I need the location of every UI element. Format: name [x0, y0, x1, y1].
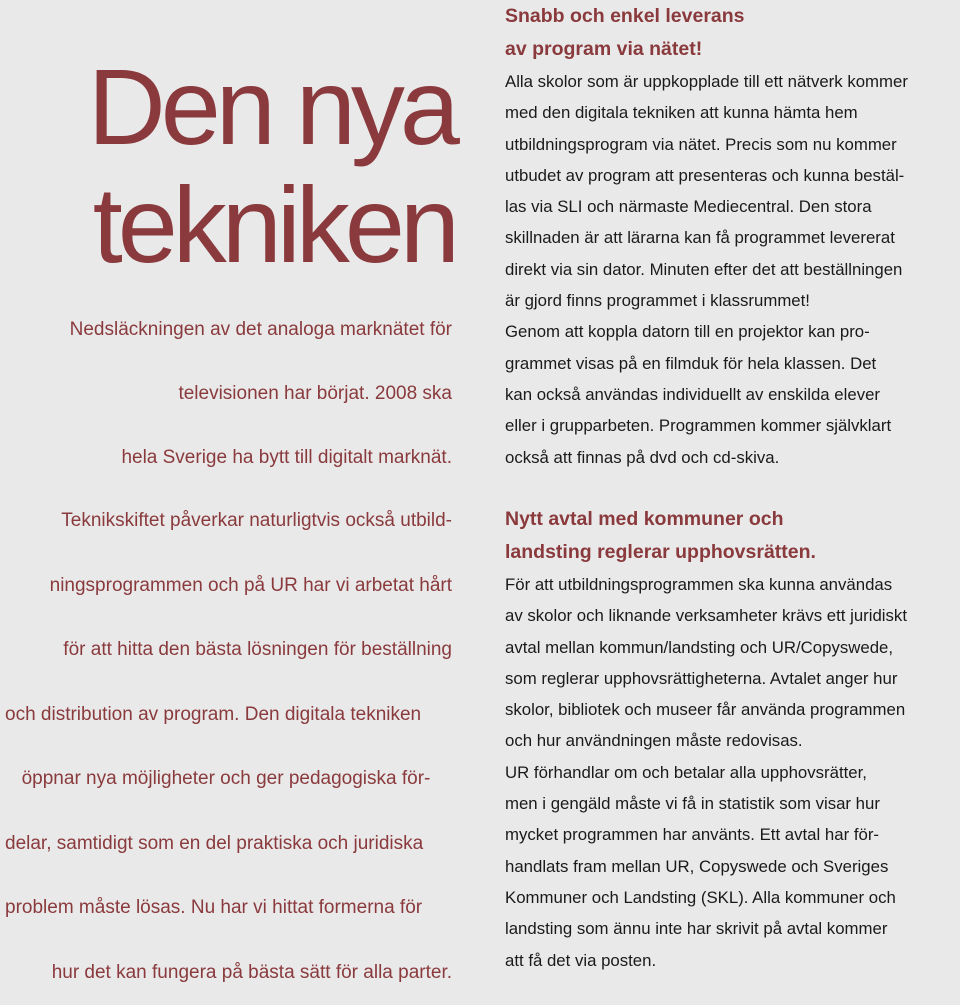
intro-line: Nedsläckningen av det analoga marknätet för — [0, 298, 452, 362]
body-line: Genom att koppla datorn till en projektor kan pro- — [505, 316, 960, 347]
body-line: med den digitala tekniken att kunna hämta hem — [505, 97, 960, 128]
body-line: och distribution av program. Den digitala tekniken — [0, 683, 452, 748]
body-line: delar, samtidigt som en del praktiska och juridiska — [0, 812, 452, 877]
body-line: Alla skolor som är uppkopplade till ett nätverk kommer — [505, 66, 960, 97]
body-line: las via SLI och närmaste Mediecentral. Den stora — [505, 191, 960, 222]
body-line: men i gengäld måste vi få in statistik som visar hur — [505, 788, 960, 819]
heading-line: landsting reglerar upphovsrätten. — [505, 536, 960, 569]
heading-line: av program via nätet! — [505, 33, 960, 66]
body-line: UR förhandlar om och betalar alla upphovsrätter, — [505, 757, 960, 788]
body-line: landsting som ännu inte har skrivit på avtal kommer — [505, 913, 960, 944]
page-title — [88, 48, 455, 284]
section-delivery-heading — [505, 0, 960, 66]
body-line: som reglerar upphovsrättigheterna. Avtalet anger hur — [505, 663, 960, 694]
section-agreement — [505, 503, 960, 976]
body-line: är gjord finns programmet i klassrummet! — [505, 285, 960, 316]
body-line: att få det via posten. — [505, 945, 960, 976]
body-line: grammet visas på en filmduk för hela klassen. Det — [505, 348, 960, 379]
body-line: hur det kan fungera på bästa sätt för alla parter. — [0, 941, 452, 1005]
section-delivery-body — [505, 66, 960, 473]
body-line: Teknikskiftet påverkar naturligtvis också utbild- — [0, 489, 452, 554]
heading-line: Nytt avtal med kommuner och — [505, 503, 960, 536]
left-body-paragraph — [0, 489, 452, 1005]
body-line: Kommuner och Landsting (SKL). Alla kommuner och — [505, 882, 960, 913]
right-column — [505, 0, 960, 473]
body-line: För att utbildningsprogrammen ska kunna användas — [505, 569, 960, 600]
body-line: utbildningsprogram via nätet. Precis som nu kommer — [505, 129, 960, 160]
section-delivery — [505, 0, 960, 473]
body-line: kan också användas individuellt av enskilda elever — [505, 379, 960, 410]
body-line: eller i grupparbeten. Programmen kommer självklart — [505, 410, 960, 441]
title-line-2: tekniken — [88, 166, 455, 284]
body-line: avtal mellan kommun/landsting och UR/Copyswede, — [505, 632, 960, 663]
body-line: ningsprogrammen och på UR har vi arbetat hårt — [0, 554, 452, 619]
body-line: och hur användningen måste redovisas. — [505, 725, 960, 756]
section-agreement-heading — [505, 503, 960, 569]
intro-paragraph — [0, 298, 452, 490]
body-line: handlats fram mellan UR, Copyswede och Sveriges — [505, 851, 960, 882]
body-line: skillnaden är att lärarna kan få programmet levererat — [505, 222, 960, 253]
body-line: utbudet av program att presenteras och kunna bestäl- — [505, 160, 960, 191]
body-line: också att finnas på dvd och cd-skiva. — [505, 442, 960, 473]
body-line: mycket programmen har använts. Ett avtal har för- — [505, 819, 960, 850]
body-line: skolor, bibliotek och museer får använda programmen — [505, 694, 960, 725]
body-line: problem måste lösas. Nu har vi hittat formerna för — [0, 876, 452, 941]
intro-line: televisionen har börjat. 2008 ska — [0, 362, 452, 426]
section-agreement-body — [505, 569, 960, 976]
body-line: öppnar nya möjligheter och ger pedagogiska för- — [0, 747, 452, 812]
body-line: för att hitta den bästa lösningen för beställning — [0, 618, 452, 683]
intro-line: hela Sverige ha bytt till digitalt marknät. — [0, 426, 452, 490]
heading-line: Snabb och enkel leverans — [505, 0, 960, 33]
body-line: direkt via sin dator. Minuten efter det att beställningen — [505, 254, 960, 285]
title-line-1: Den nya — [88, 48, 455, 166]
body-line: av skolor och liknande verksamheter krävs ett juridiskt — [505, 600, 960, 631]
